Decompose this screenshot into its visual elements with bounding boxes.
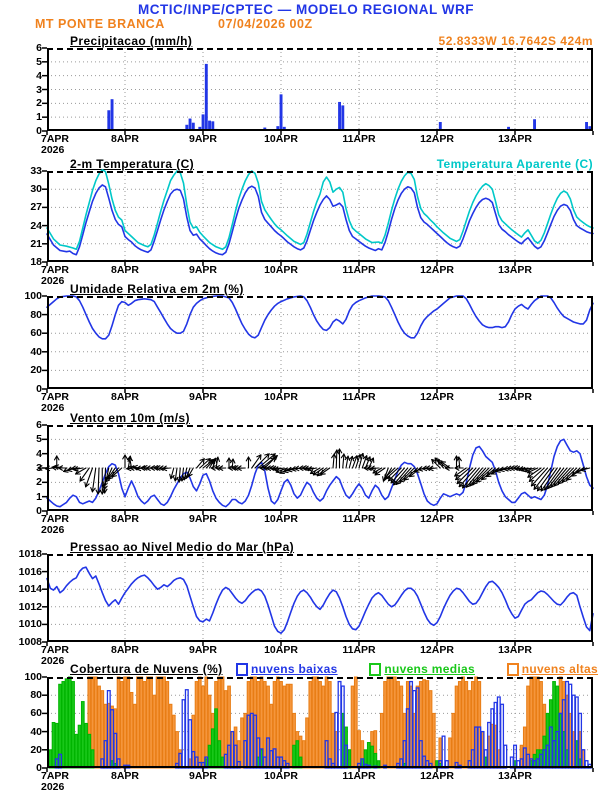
y-tick-label: 60 (30, 707, 42, 720)
x-axis-year-label: 2026 (41, 275, 65, 287)
y-tick-label: 100 (24, 671, 42, 683)
gridlines (47, 48, 593, 131)
y-tick-label: 21 (30, 237, 42, 250)
x-tick-label: 10APR (264, 770, 298, 782)
x-tick-label: 12APR (420, 391, 454, 403)
wind-arrows (38, 449, 590, 494)
y-tick-label: 1012 (18, 600, 42, 613)
x-tick-label: 10APR (264, 264, 298, 276)
y-tick-label: 20 (30, 743, 42, 756)
x-tick-label: 7APR (41, 133, 70, 145)
x-tick-label: 12APR (420, 513, 454, 525)
y-tick-label: 20 (30, 364, 42, 377)
x-tick-label: 11APR (342, 264, 376, 276)
y-tick-label: 100 (24, 290, 42, 302)
panel-title-apparent-temperature: Temperatura Aparente (C) (436, 157, 593, 171)
panel-title-humidity: Umidade Relativa em 2m (%) (70, 282, 244, 296)
mid-clouds-swatch-icon (369, 663, 381, 676)
x-tick-label: 10APR (264, 513, 298, 525)
y-tick-label: 80 (30, 308, 42, 321)
y-tick-label: 0 (36, 762, 42, 774)
x-tick-label: 8APR (110, 133, 140, 145)
x-tick-label: 13APR (498, 644, 532, 656)
y-tick-label: 18 (30, 256, 42, 268)
x-axis-year-label: 2026 (41, 144, 65, 156)
y-tick-label: 3 (36, 83, 42, 96)
legend-item-mid-clouds: nuvens medias (369, 662, 475, 676)
x-tick-label: 8APR (110, 770, 140, 782)
panel-title-wind: Vento em 10m (m/s) (70, 411, 190, 425)
panel-title-clouds: Cobertura de Nuvens (%) (70, 662, 223, 676)
y-tick-label: 5 (36, 433, 42, 446)
x-axis-year-label: 2026 (41, 402, 65, 414)
x-tick-label: 12APR (420, 133, 454, 145)
legend-item-high-clouds: nuvens altas (507, 662, 598, 676)
x-tick-label: 9APR (188, 133, 218, 145)
panel-title-temperature: 2-m Temperatura (C) (70, 157, 195, 171)
y-tick-label: 1010 (18, 618, 42, 631)
x-tick-label: 12APR (420, 264, 454, 276)
y-tick-label: 40 (30, 345, 42, 358)
precip-bars (107, 64, 591, 131)
x-tick-label: 8APR (110, 644, 140, 656)
x-axis-year-label: 2026 (41, 655, 65, 667)
plot-precipitation (47, 48, 593, 131)
x-tick-label: 13APR (498, 264, 532, 276)
plot-wind (47, 425, 593, 511)
x-tick-label: 11APR (342, 391, 376, 403)
x-tick-label: 13APR (498, 133, 532, 145)
x-tick-label: 8APR (110, 391, 140, 403)
x-tick-label: 9APR (188, 264, 218, 276)
x-axis-year-label: 2026 (41, 781, 65, 792)
x-axis-year-label: 2026 (41, 524, 65, 536)
x-tick-label: 9APR (188, 644, 218, 656)
y-tick-label: 80 (30, 689, 42, 702)
x-tick-label: 9APR (188, 391, 218, 403)
model-run-datetime: 07/04/2026 00Z (218, 17, 313, 31)
line-pres-0 (47, 567, 593, 633)
x-tick-label: 7APR (41, 770, 70, 782)
station-name: MT PONTE BRANCA (35, 17, 165, 31)
gridlines (47, 296, 593, 389)
plot-pressure (47, 554, 593, 642)
x-tick-label: 13APR (498, 513, 532, 525)
x-tick-label: 10APR (264, 391, 298, 403)
y-tick-label: 1016 (18, 565, 42, 578)
y-tick-label: 2 (36, 476, 42, 489)
x-tick-label: 7APR (41, 264, 70, 276)
y-tick-label: 2 (36, 97, 42, 110)
axis-ticks (42, 48, 593, 135)
y-tick-label: 40 (30, 725, 42, 738)
panel-title-precipitation: Precipitacao (mm/h) (70, 34, 193, 48)
high-clouds-swatch-icon (507, 663, 519, 676)
plot-frame (47, 296, 593, 389)
y-tick-label: 1 (36, 490, 42, 503)
x-tick-label: 12APR (420, 770, 454, 782)
line-rh-0 (47, 296, 593, 339)
plot-temperature (47, 171, 593, 262)
x-tick-label: 7APR (41, 391, 70, 403)
x-tick-label: 10APR (264, 644, 298, 656)
x-tick-label: 11APR (342, 133, 376, 145)
plot-frame (47, 554, 593, 642)
gridlines (47, 554, 593, 642)
y-tick-label: 33 (30, 165, 42, 177)
y-tick-label: 1018 (18, 548, 42, 560)
plot-humidity (47, 296, 593, 389)
x-tick-label: 13APR (498, 391, 532, 403)
legend-item-low-clouds: nuvens baixas (236, 662, 338, 676)
y-tick-label: 0 (36, 505, 42, 517)
x-tick-label: 8APR (110, 513, 140, 525)
x-tick-label: 8APR (110, 264, 140, 276)
y-tick-label: 4 (36, 69, 42, 82)
plot-clouds (47, 677, 593, 768)
cloud-legend (236, 662, 598, 676)
y-tick-label: 6 (36, 419, 42, 431)
x-tick-label: 11APR (342, 513, 376, 525)
y-tick-label: 60 (30, 327, 42, 340)
y-tick-label: 1014 (18, 583, 42, 596)
y-tick-label: 0 (36, 125, 42, 137)
y-tick-label: 24 (30, 219, 42, 232)
x-tick-label: 9APR (188, 513, 218, 525)
x-tick-label: 9APR (188, 770, 218, 782)
x-tick-label: 11APR (342, 770, 376, 782)
x-tick-label: 11APR (342, 644, 376, 656)
gridlines (47, 171, 593, 262)
y-tick-label: 0 (36, 383, 42, 395)
y-tick-label: 1008 (18, 636, 42, 648)
panel-title-pressure: Pressao ao Nivel Medio do Mar (hPa) (70, 540, 295, 554)
y-tick-label: 5 (36, 55, 42, 68)
y-tick-label: 1 (36, 111, 42, 124)
y-tick-label: 27 (30, 201, 42, 214)
y-tick-label: 3 (36, 462, 42, 474)
station-coordinates: 52.8333W 16.7642S 424m (438, 34, 593, 48)
x-tick-label: 12APR (420, 644, 454, 656)
x-tick-label: 13APR (498, 770, 532, 782)
plot-frame (47, 171, 593, 262)
axis-ticks (42, 554, 593, 646)
page-title: MCTIC/INPE/CPTEC — MODELO REGIONAL WRF (138, 2, 474, 17)
y-tick-label: 6 (36, 42, 42, 54)
x-tick-label: 7APR (41, 513, 70, 525)
cloud-bars-nuvens-altas (88, 677, 585, 768)
y-tick-label: 30 (30, 183, 42, 196)
x-tick-label: 7APR (41, 644, 70, 656)
y-tick-label: 4 (36, 447, 42, 460)
x-tick-label: 10APR (264, 133, 298, 145)
low-clouds-swatch-icon (236, 663, 248, 676)
